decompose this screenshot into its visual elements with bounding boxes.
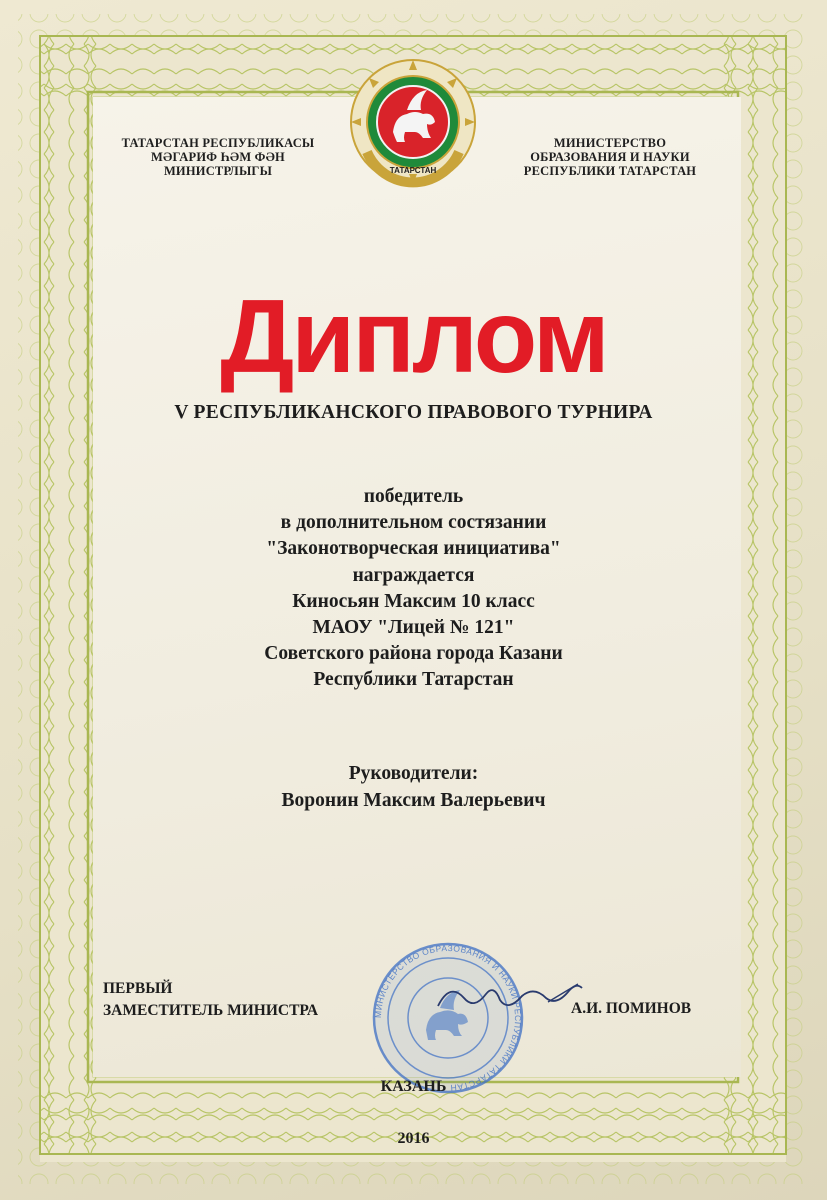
leaders-name: Воронин Максим Валерьевич — [281, 790, 546, 811]
signature-icon — [430, 972, 590, 1022]
award-line: МАОУ "Лицей № 121" — [312, 617, 515, 639]
header-left-line-3: МИНИСТРЛЫГЫ — [163, 164, 273, 178]
header-right-line-3: РЕСПУБЛИКИ ТАТАРСТАН — [523, 164, 697, 178]
svg-text:МИНИСТЕРСТВО ОБРАЗОВАНИЯ И НАУ: МИНИСТЕРСТВО ОБРАЗОВАНИЯ И НАУКИ РЕСПУБЛИКИ ТАТАРСТАН — [372, 942, 524, 1094]
svg-text:ТАТАРСТАН: ТАТАРСТАН — [389, 166, 437, 175]
header-right-line-2: ОБРАЗОВАНИЯ И НАУКИ — [530, 150, 690, 164]
leaders-block — [0, 760, 827, 814]
award-line: в дополнительном состязании — [280, 512, 547, 534]
city-name: КАЗАНЬ — [380, 1078, 447, 1095]
award-text — [0, 484, 827, 694]
award-line: "Законотворческая инициатива" — [266, 538, 561, 560]
award-line: Советского района города Казани — [264, 643, 563, 665]
award-line: победитель — [363, 486, 464, 507]
leaders-label: Руководители: — [348, 763, 479, 784]
signer-name: А.И. ПОМИНОВ — [571, 1000, 692, 1017]
header-left-ministry-tatar — [112, 136, 324, 178]
issue-year: 2016 — [397, 1130, 430, 1147]
tournament-subtitle: V РЕСПУБЛИКАНСКОГО ПРАВОВОГО ТУРНИРА — [174, 402, 653, 423]
header-right-ministry-russian — [505, 136, 715, 178]
header-left-line-2: МӘГАРИФ ҺӘМ ФӘН — [151, 150, 285, 164]
award-line: Киносьян Максим 10 класс — [292, 590, 535, 612]
signer-position-line-1: ПЕРВЫЙ — [103, 980, 173, 997]
signer-position — [103, 978, 318, 1022]
award-line: награждается — [352, 564, 475, 586]
signer-position-line-2: ЗАМЕСТИТЕЛЬ МИНИСТРА — [103, 1002, 319, 1019]
award-line: Республики Татарстан — [313, 669, 514, 691]
tatarstan-emblem-icon — [343, 52, 483, 192]
header-right-line-1: МИНИСТЕРСТВО — [553, 136, 667, 150]
diploma-title: Диплом — [220, 279, 607, 395]
header-left-line-1: ТАТАРСТАН РЕСПУБЛИКАСЫ — [121, 136, 315, 150]
